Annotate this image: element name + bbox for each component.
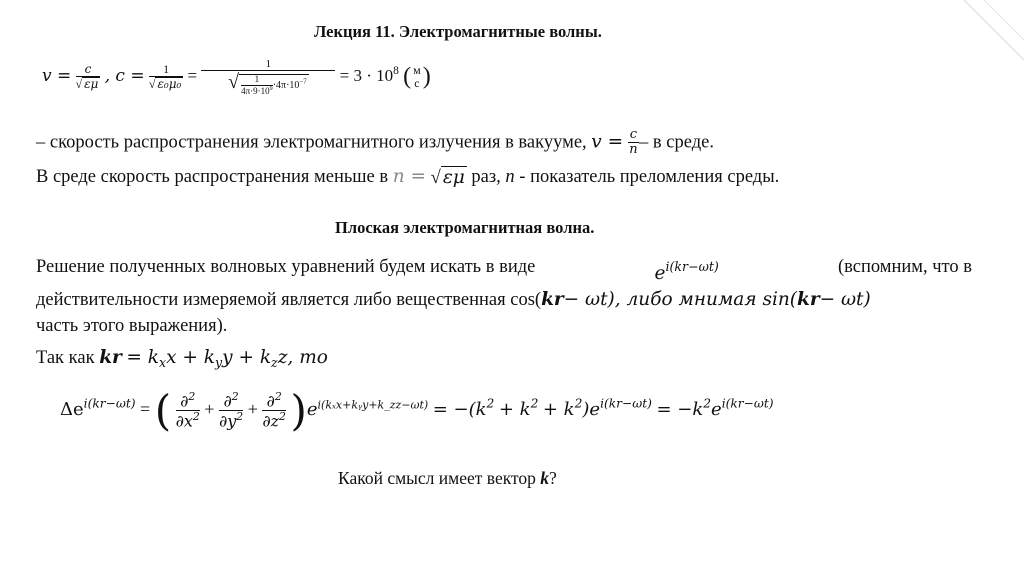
lecture-title: Лекция 11. Электромагнитные волны. — [314, 22, 602, 41]
speed-result: = 3 · 10 — [339, 66, 394, 86]
speed-formula: v = $\frac{c}{√ \varepsilon\mu}$ , c = $\frac{1}{\text{√ ε₀μ₀}}$ = 1 √ $\frac{1}{4\pi\cdot 9\cdot 10^9}$ $\cdot 4\pi\cdot 10^{-7}$ = $3 \cdot 10^8$ ( м с ) — [42, 58, 431, 97]
c-over-sqrt: $\frac{c}{√ \varepsilon\mu}$ — [75, 61, 99, 91]
question-line: Какой смысл имеет вектор k? — [338, 468, 557, 488]
solution-paragraph: Решение полученных волновых уравнений будем искать в виде $e^{i(kr-\omega t)}$ (вспомним, что в действительности измеряемой является либо вещественная cos(kr− ωt), либо мнимая sin(kr− ωt) часть этого выражения). — [36, 257, 972, 336]
laplacian-equation: $\Delta e^{i(kr-\omega t)}$ = ( $\frac{\partial^2}{\partial x^2}$ + $\frac{\partial^2}{\partial y^2}$ + $\frac{\partial^2}{\partial z^2}$ )$e^{i(k_xx+kᵧy+k\_zz-\omega t)} = -(k^2 + k^2 + k^2)e^{i(kr-\omega t)} = -k^2e^{i(kr-\omega t)}$ — [60, 386, 774, 435]
corner-decoration — [964, 0, 1024, 60]
one-over-eps0mu0: $\frac{1}{\text{√ ε₀μ₀}}$ — [148, 61, 182, 91]
section-title: Плоская электромагнитная волна. — [335, 218, 595, 237]
big-fraction: 1 √ $\frac{1}{4\pi\cdot 9\cdot 10^9}$ $\cdot 4\pi\cdot 10^{-7}$ — [201, 58, 335, 96]
v-lhs: v = — [42, 66, 72, 87]
refraction-line: В среде скорость распространения меньше в n = √ εμ раз, n - показатель преломления среды. — [36, 166, 780, 189]
unit-m-per-s: м с — [413, 62, 421, 90]
vacuum-speed-line: – скорость распространения электромагнитного излучения в вакууме, v = $\frac{c}{n}$ – в среде. — [36, 127, 714, 158]
since-line: Так как kr = $k_xx + k_yy + k_zz$, то — [36, 347, 328, 370]
